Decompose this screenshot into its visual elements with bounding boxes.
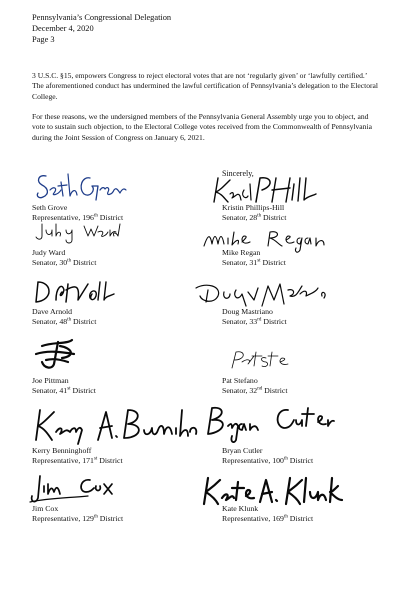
signatory-title: Representative, 196th District xyxy=(32,213,124,223)
handwritten-signature-image xyxy=(32,168,132,204)
handwritten-signature-image xyxy=(210,174,320,206)
signatory-name: Bryan Cutler xyxy=(222,446,263,455)
signatory-title: Senator, 28th District xyxy=(222,213,287,223)
signatory-block-kate-klunk xyxy=(222,504,313,524)
body-paragraph-1: 3 U.S.C. §15, empowers Congress to reject electoral votes that are not ‘regularly given’ or ‘lawfully certified.’ The aforementioned conduct has undermined the lawful certification of Pennsylvania’s delegation to the Electoral College. xyxy=(32,71,379,101)
letter-header xyxy=(32,12,171,45)
signatory-block-jim-cox xyxy=(32,504,123,524)
signatory-title: Senator, 41st District xyxy=(32,386,96,396)
signatory-name: Kate Klunk xyxy=(222,504,259,513)
signatory-block-dave-arnold xyxy=(32,307,96,327)
signatory-name: Seth Grove xyxy=(32,203,68,212)
signatory-title: Representative, 100th District xyxy=(222,456,314,466)
header-page: Page 3 xyxy=(32,35,55,44)
body-paragraph-2: For these reasons, we the undersigned members of the Pennsylvania General Assembly urge you to object, and vote to sustain such objection, to the Electoral College votes received from the Commonwealth of Pennsylvania during the Joint Session of Congress on January 6, 2021. xyxy=(32,112,372,142)
signatory-title: Representative, 129th District xyxy=(32,514,124,524)
signatory-block-joe-pittman xyxy=(32,376,96,396)
handwritten-signature-image xyxy=(192,280,332,310)
signatory-name: Joe Pittman xyxy=(32,376,69,385)
signatory-block-pat-stefano xyxy=(222,376,288,396)
signatory-block-kerry-benninghoff xyxy=(32,446,123,466)
signatory-name: Kerry Benninghoff xyxy=(32,446,92,455)
signatory-name: Judy Ward xyxy=(32,248,66,257)
header-date: December 4, 2020 xyxy=(32,24,94,33)
signatory-title: Senator, 30th District xyxy=(32,258,97,268)
handwritten-signature-image xyxy=(32,336,92,372)
header-delegation: Pennsylvania’s Congressional Delegation xyxy=(32,13,172,22)
handwritten-signature-image xyxy=(226,348,296,372)
handwritten-signature-image xyxy=(32,406,200,446)
handwritten-signature-image xyxy=(204,404,334,444)
signatory-title: Senator, 48th District xyxy=(32,317,97,327)
signatory-block-mike-regan xyxy=(222,248,286,268)
signatory-block-doug-mastriano xyxy=(222,307,287,327)
signatory-title: Representative, 171st District xyxy=(32,456,123,466)
signatory-name: Pat Stefano xyxy=(222,376,258,385)
signatory-name: Mike Regan xyxy=(222,248,261,257)
signatory-name: Jim Cox xyxy=(32,504,59,513)
signatory-block-judy-ward xyxy=(32,248,96,268)
handwritten-signature-image xyxy=(32,220,122,244)
handwritten-signature-image xyxy=(32,278,122,306)
closing-sincerely: Sincerely, xyxy=(222,169,254,178)
signatory-name: Doug Mastriano xyxy=(222,307,273,316)
signatory-title: Senator, 31st District xyxy=(222,258,286,268)
handwritten-signature-image xyxy=(28,472,128,508)
signatory-name: Kristin Phillips-Hill xyxy=(222,203,285,212)
signatory-name: Dave Arnold xyxy=(32,307,73,316)
signatory-title: Representative, 169th District xyxy=(222,514,314,524)
signatory-title: Senator, 33rd District xyxy=(222,317,287,327)
signatory-block-kristin-phillips-hill xyxy=(222,203,286,223)
signatory-block-bryan-cutler xyxy=(222,446,313,466)
signatory-title: Senator, 32nd District xyxy=(222,386,288,396)
